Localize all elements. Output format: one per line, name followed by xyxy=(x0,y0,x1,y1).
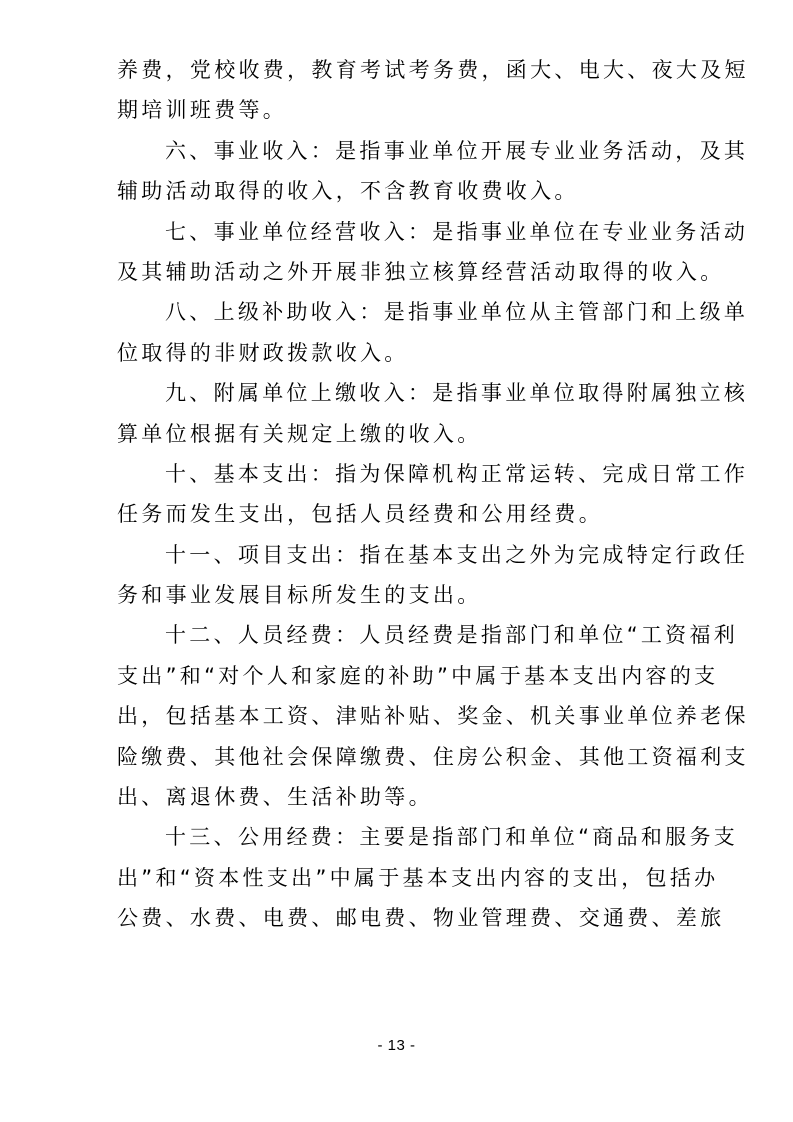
text-line: 位取得的非财政拨款收入。 xyxy=(117,340,409,365)
paragraph-12-line: 十二、人员经费：人员经费是指部门和单位“工资福利 xyxy=(165,623,739,648)
text-line: 任务而发生支出，包括人员经费和公用经费。 xyxy=(117,502,603,527)
text-line: 养费，党校收费，教育考试考务费，函大、电大、夜大及短 xyxy=(117,58,749,82)
body-text xyxy=(117,50,749,939)
paragraph-10-line: 十、基本支出：指为保障机构正常运转、完成日常工作 xyxy=(165,461,749,486)
text-line: 算单位根据有关规定上缴的收入。 xyxy=(117,421,482,446)
text-line: 辅助活动取得的收入，不含教育收费收入。 xyxy=(117,179,579,204)
page-number: - 13 - xyxy=(377,1037,416,1054)
paragraph-9-line: 九、附属单位上缴收入：是指事业单位取得附属独立核 xyxy=(165,381,749,406)
text-line: 及其辅助活动之外开展非独立核算经营活动取得的收入。 xyxy=(117,259,725,284)
paragraph-7-line: 七、事业单位经营收入：是指事业单位在专业业务活动 xyxy=(165,219,749,244)
text-line: 出”和“资本性支出”中属于基本支出内容的支出，包括办 xyxy=(117,865,719,890)
text-line: 险缴费、其他社会保障缴费、住房公积金、其他工资福利支 xyxy=(117,744,749,769)
text-line: 期培训班费等。 xyxy=(117,98,288,123)
text-line: 支出”和“对个人和家庭的补助”中属于基本支出内容的支 xyxy=(117,663,719,688)
text-line: 出、离退休费、生活补助等。 xyxy=(117,785,433,810)
paragraph-11-line: 十一、项目支出：指在基本支出之外为完成特定行政任 xyxy=(165,542,749,567)
text-line: 务和事业发展目标所发生的支出。 xyxy=(117,583,482,608)
paragraph-6-line: 六、事业收入：是指事业单位开展专业业务活动，及其 xyxy=(165,138,749,163)
text-line: 公费、水费、电费、邮电费、物业管理费、交通费、差旅 xyxy=(117,906,725,931)
text-line: 出，包括基本工资、津贴补贴、奖金、机关事业单位养老保 xyxy=(117,704,749,729)
paragraph-13-line: 十三、公用经费：主要是指部门和单位“商品和服务支 xyxy=(165,825,739,850)
paragraph-8-line: 八、上级补助收入：是指事业单位从主管部门和上级单 xyxy=(165,300,749,325)
